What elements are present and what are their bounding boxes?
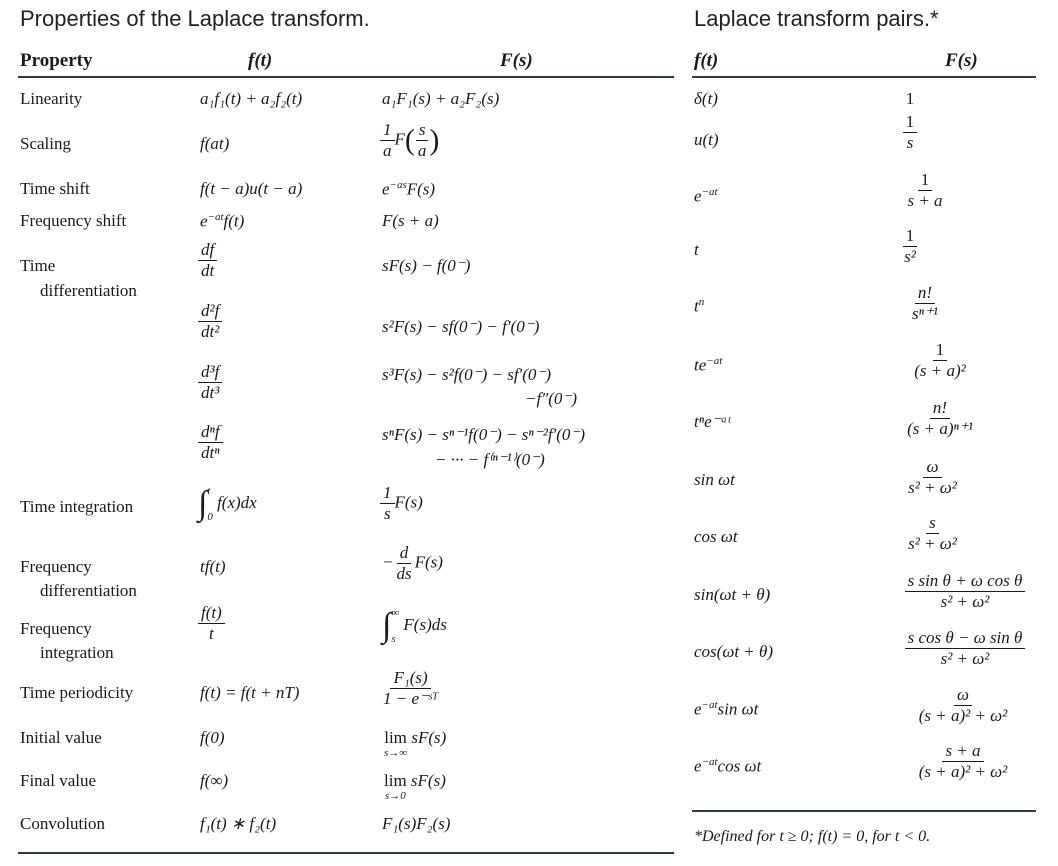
right-bottom-rule — [692, 810, 1036, 812]
pair-ft-cos: cos ωt — [694, 527, 738, 546]
Fs-final-value: lim s→0 sF(s) — [384, 771, 446, 802]
pair-Fs-step: $\frac{1}{s}$ — [880, 112, 940, 153]
pair-Fs-exp: $\frac{1}{s + a}$ — [907, 170, 943, 210]
Fs-convolution: F₁(s)F₂(s) — [382, 814, 451, 833]
ft-time-integration: ∫ t 0 f(x)dx — [198, 485, 257, 523]
property-scaling: Scaling — [20, 134, 71, 153]
pair-ft-sin-phase: sin(ωt + θ) — [694, 585, 771, 604]
property-final-value: Final value — [20, 771, 97, 790]
pair-ft-tnexp: tⁿe⁻ᵃᵗ — [694, 412, 731, 431]
Fs-time-diff-3-line1: s³F(s) − s²f(0⁻) − sf′(0⁻) — [382, 365, 552, 384]
pair-Fs-sin-phase: $\frac{\text{s sin θ + ω cos θ}}{\text{s² + ω²}}$ — [892, 571, 1038, 612]
ft-convolution: f₁(t) ∗ f₂(t) — [200, 814, 277, 833]
header-pairs-Fs: F(s) — [945, 50, 978, 71]
property-frequency-shift: Frequency shift — [20, 211, 127, 230]
property-time-shift: Time shift — [20, 179, 90, 198]
Fs-linearity: a₁F₁(s) + a₂F₂(s) — [382, 89, 500, 108]
pair-Fs-texp: $\frac{1}{\text{(s + a)²}}$ — [914, 340, 966, 380]
property-convolution: Convolution — [20, 814, 106, 833]
ft-time-diff-3: $\frac{\text{d³f}}{\text{dt³}}$ — [198, 362, 222, 403]
right-table-title: Laplace transform pairs.* — [694, 6, 939, 31]
property-freq-diff-1: Frequency — [20, 557, 92, 576]
Fs-scaling: $\frac{1}{a}$ F( $\frac{s}{a}$ ) — [380, 120, 439, 161]
pair-Fs-sin: $\frac{\omega}{\text{s² + ω²}}$ — [908, 457, 957, 497]
ft-time-diff-n: $\frac{\text{dⁿf}}{\text{dtⁿ}}$ — [198, 422, 223, 463]
pair-ft-damped-sin: $e^{-at}\sin$ ωt — [694, 699, 759, 719]
Fs-time-diff-2: s²F(s) − sf(0⁻) − f′(0⁻) — [382, 317, 540, 336]
property-time-diff-1: Time — [20, 256, 56, 275]
Fs-time-diff-1: sF(s) − f(0⁻) — [382, 256, 471, 275]
header-pairs-ft: f(t) — [694, 50, 719, 71]
ft-linearity: a₁f₁(t) + a₂f₂(t) — [200, 89, 303, 108]
Fs-freq-int: ∫ ∞ s F(s)ds — [382, 607, 447, 645]
Fs-freq-diff: − $\frac{d}{ds}$ F(s) — [382, 543, 443, 583]
header-property: Property — [20, 50, 93, 71]
Fs-time-shift: $e^{-as}F(s)$ — [382, 179, 436, 199]
header-Fs: F(s) — [500, 50, 533, 71]
pair-ft-exp: $e^{-at}$ — [694, 186, 718, 206]
ft-freq-int: $\frac{f(t)}{t}$ — [198, 603, 225, 644]
pair-ft-step: u(t) — [694, 130, 719, 149]
left-bottom-rule — [18, 852, 674, 854]
header-ft: f(t) — [248, 50, 273, 71]
Fs-time-periodicity: $\frac{\text{F₁(s)}}{\text{1 − e⁻ˢᵀ}}$ — [383, 668, 439, 708]
pair-Fs-cos-phase: $\frac{\text{s cos θ − ω sin θ}}{\text{s² + ω²}}$ — [892, 628, 1038, 669]
right-header-rule — [692, 76, 1036, 78]
property-freq-int-1: Frequency — [20, 619, 92, 638]
ft-time-diff-2: $\frac{\text{d²f}}{\text{dt²}}$ — [198, 301, 222, 342]
pair-ft-damped-cos: $e^{-at}\cos$ ωt — [694, 756, 762, 776]
ft-time-diff-1: $\frac{df}{dt}$ — [198, 240, 217, 281]
ft-final-value: f(∞) — [200, 771, 229, 790]
pair-ft-sin: sin ωt — [694, 470, 735, 489]
ft-initial-value: f(0) — [200, 728, 225, 747]
pair-ft-delta: δ(t) — [694, 89, 718, 108]
Fs-time-diff-n-line1: sⁿF(s) − sⁿ⁻¹f(0⁻) − sⁿ⁻²f′(0⁻) — [382, 425, 586, 444]
pair-ft-cos-phase: cos(ωt + θ) — [694, 642, 774, 661]
ft-scaling: f(at) — [200, 134, 230, 153]
Fs-time-integration: $\frac{1}{s}$ F(s) — [380, 483, 423, 524]
Fs-time-diff-3-line2: −f″(0⁻) — [525, 389, 578, 408]
property-freq-diff-2: differentiation — [40, 581, 137, 600]
property-time-integration: Time integration — [20, 497, 134, 516]
ft-frequency-shift: $e^{-at}f(t)$ — [200, 211, 245, 231]
property-freq-int-2: integration — [40, 643, 114, 662]
pair-Fs-tnexp: $\frac{n!}{\text{(s + a)ⁿ⁺¹}}$ — [907, 398, 973, 438]
left-table-title: Properties of the Laplace transform. — [20, 6, 370, 31]
left-header-rule — [18, 76, 674, 78]
pair-Fs-delta: 1 — [905, 89, 915, 108]
footnote: *Defined for t ≥ 0; f(t) = 0, for t < 0. — [694, 828, 931, 845]
property-time-periodicity: Time periodicity — [20, 683, 134, 702]
pair-Fs-damped-sin: $\frac{\omega}{\text{(s + a)² + ω²}}$ — [918, 685, 1008, 725]
ft-time-shift: f(t − a)u(t − a) — [200, 179, 303, 198]
ft-time-periodicity: f(t) = f(t + nT) — [200, 683, 300, 702]
pair-Fs-cos: $\frac{s}{\text{s² + ω²}}$ — [908, 513, 957, 553]
Fs-initial-value: lim s→∞ sF(s) — [384, 728, 447, 759]
Fs-time-diff-n-line2: − ··· − f⁽ⁿ⁻¹⁾(0⁻) — [435, 450, 545, 469]
pair-Fs-tn: $\frac{n!}{\text{sⁿ⁺¹}}$ — [911, 283, 939, 323]
pair-ft-texp: $te^{-at}$ — [694, 355, 723, 375]
property-time-diff-2: differentiation — [40, 281, 137, 300]
ft-freq-diff: tf(t) — [200, 557, 226, 576]
pair-Fs-damped-cos: $\frac{s + a}{\text{(s + a)² + ω²}}$ — [918, 741, 1008, 781]
pair-Fs-ramp: $\frac{1}{\text{s²}}$ — [904, 226, 916, 266]
pair-ft-tn: $t^n$ — [694, 296, 705, 316]
property-linearity: Linearity — [20, 89, 83, 108]
property-initial-value: Initial value — [20, 728, 102, 747]
pair-ft-ramp: t — [694, 240, 699, 259]
Fs-frequency-shift: F(s + a) — [382, 211, 439, 230]
